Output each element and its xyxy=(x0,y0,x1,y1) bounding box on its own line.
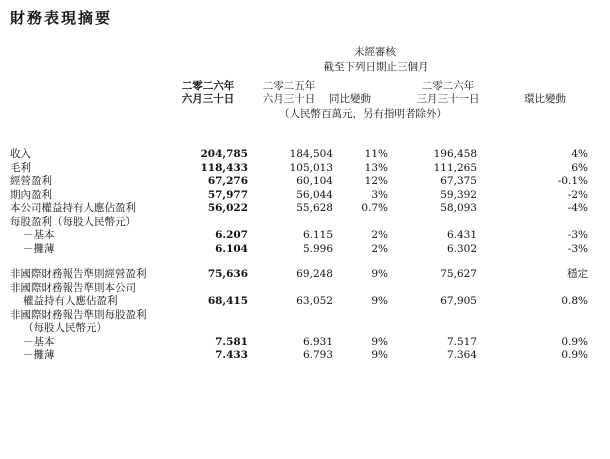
value-prior-year: 69,248 xyxy=(296,268,333,280)
value-yoy-change xyxy=(333,216,388,230)
value-yoy-change: 11% xyxy=(364,148,388,160)
value-prior-year xyxy=(248,322,333,336)
header-col3-line2: 同比變動 xyxy=(329,93,371,105)
page-title: 財務表現摘要 xyxy=(10,9,113,27)
row-label: （每股人民幣元） xyxy=(23,322,107,334)
table-row xyxy=(10,162,588,176)
value-current xyxy=(190,309,248,323)
table-row xyxy=(10,349,588,363)
value-prior-year: 55,628 xyxy=(296,202,333,214)
value-yoy-change: 9% xyxy=(371,295,388,307)
header-col1-line2: 六月三十日 xyxy=(181,93,235,105)
value-yoy-change: 13% xyxy=(364,161,388,174)
value-prior-year: 6.931 xyxy=(302,335,333,348)
value-yoy-change: 2% xyxy=(371,242,388,255)
value-qoq-change: 4% xyxy=(571,148,588,160)
value-prior-year: 184,504 xyxy=(289,148,333,160)
row-label: －攤薄 xyxy=(23,242,55,255)
header-col2-line2: 六月三十日 xyxy=(262,93,316,105)
header-col5-line2: 環比變動 xyxy=(524,93,566,105)
header-col5 xyxy=(505,80,585,106)
value-prior-quarter xyxy=(388,282,477,296)
value-current: 6.104 xyxy=(215,242,248,255)
value-prior-year: 5.996 xyxy=(302,242,333,255)
value-yoy-change xyxy=(333,322,388,336)
value-qoq-change: 0.9% xyxy=(561,349,588,361)
value-current: 56,022 xyxy=(207,202,248,214)
header-col2-line1: 二零二五年 xyxy=(262,80,316,92)
header-col3 xyxy=(310,80,390,106)
row-label: 權益持有人應佔盈利 xyxy=(23,295,118,307)
table-row xyxy=(10,243,588,257)
value-qoq-change xyxy=(477,216,588,230)
row-label: 期內盈利 xyxy=(10,188,52,201)
spacer-cell xyxy=(10,256,588,268)
value-qoq-change: -0.1% xyxy=(557,175,588,187)
table-row xyxy=(10,268,588,282)
table-row xyxy=(10,282,588,296)
value-qoq-change: -3% xyxy=(567,229,588,241)
row-label: 非國際財務報告準則本公司 xyxy=(10,281,136,294)
value-current: 75,636 xyxy=(207,268,248,280)
financial-summary-table xyxy=(10,148,588,363)
value-prior-quarter xyxy=(388,309,477,323)
value-prior-year: 6.115 xyxy=(302,229,333,241)
value-yoy-change: 12% xyxy=(364,175,388,187)
value-prior-quarter: 75,627 xyxy=(440,268,477,280)
value-prior-year: 6.793 xyxy=(302,349,333,361)
table-row xyxy=(10,295,588,309)
value-qoq-change: -2% xyxy=(567,188,588,201)
value-yoy-change: 9% xyxy=(371,268,388,280)
value-prior-year xyxy=(248,282,333,296)
header-period: 截至下列日期止三個月 xyxy=(323,61,429,73)
value-yoy-change: 3% xyxy=(371,188,388,201)
value-qoq-change xyxy=(477,282,588,296)
value-qoq-change: -4% xyxy=(567,202,588,214)
header-col4-line2: 三月三十一日 xyxy=(416,93,480,105)
value-current: 204,785 xyxy=(200,148,248,160)
value-prior-quarter: 67,375 xyxy=(440,175,477,187)
header-unit: （人民幣百萬元，另有指明者除外） xyxy=(279,108,447,120)
value-prior-year: 60,104 xyxy=(296,175,333,187)
value-qoq-change: -3% xyxy=(567,242,588,255)
row-label: 非國際財務報告準則每股盈利 xyxy=(10,308,147,321)
value-qoq-change xyxy=(477,322,588,336)
row-label: 經營盈利 xyxy=(10,175,52,187)
value-yoy-change: 9% xyxy=(371,335,388,348)
table-row xyxy=(10,148,588,162)
table-row xyxy=(10,336,588,350)
value-current: 57,977 xyxy=(207,188,248,201)
value-prior-quarter: 67,905 xyxy=(440,295,477,307)
header-col4-line1: 二零二六年 xyxy=(421,80,475,92)
value-qoq-change: 6% xyxy=(571,161,588,174)
row-label: 毛利 xyxy=(10,161,31,174)
header-col1 xyxy=(168,80,248,106)
table-row xyxy=(10,202,588,216)
value-qoq-change: 0.9% xyxy=(561,335,588,348)
value-prior-quarter xyxy=(388,216,477,230)
value-current: 67,276 xyxy=(207,175,248,187)
value-qoq-change: 穩定 xyxy=(567,268,588,280)
value-current: 118,433 xyxy=(200,161,248,174)
row-label: 每股盈利（每股人民幣元） xyxy=(10,215,136,228)
value-prior-quarter: 111,265 xyxy=(433,161,477,174)
value-prior-quarter: 6.431 xyxy=(446,229,477,241)
table-row xyxy=(10,216,588,230)
value-qoq-change: 0.8% xyxy=(561,295,588,307)
value-prior-year xyxy=(248,309,333,323)
value-prior-quarter: 58,093 xyxy=(440,202,477,214)
value-prior-quarter: 196,458 xyxy=(433,148,477,160)
value-yoy-change: 0.7% xyxy=(361,202,388,214)
row-label: －基本 xyxy=(23,335,55,348)
value-prior-quarter xyxy=(388,322,477,336)
value-qoq-change xyxy=(477,309,588,323)
value-current: 7.581 xyxy=(215,335,248,348)
row-label: －攤薄 xyxy=(23,349,55,361)
table-row xyxy=(10,189,588,203)
row-label: －基本 xyxy=(23,229,55,241)
financial-summary-body xyxy=(10,148,588,363)
value-current: 6.207 xyxy=(215,229,248,241)
value-current xyxy=(190,322,248,336)
row-label: 非國際財務報告準則經營盈利 xyxy=(10,268,147,280)
value-yoy-change xyxy=(333,282,388,296)
value-prior-year: 105,013 xyxy=(289,161,333,174)
value-prior-quarter: 59,392 xyxy=(440,188,477,201)
header-unaudited: 未經審核 xyxy=(354,46,396,58)
row-label: 本公司權益持有人應佔盈利 xyxy=(10,202,136,214)
value-prior-year: 56,044 xyxy=(296,188,333,201)
value-current: 68,415 xyxy=(207,295,248,307)
row-label: 收入 xyxy=(10,148,31,160)
value-yoy-change: 9% xyxy=(371,349,388,361)
value-prior-quarter: 7.364 xyxy=(446,349,477,361)
value-prior-quarter: 7.517 xyxy=(446,335,477,348)
value-yoy-change: 2% xyxy=(371,229,388,241)
value-prior-year: 63,052 xyxy=(296,295,333,307)
value-current xyxy=(190,282,248,296)
header-col5-line1 xyxy=(505,80,585,93)
table-row xyxy=(10,229,588,243)
value-current xyxy=(190,216,248,230)
header-col1-line1: 二零二六年 xyxy=(181,80,235,92)
table-row xyxy=(10,309,588,323)
value-prior-quarter: 6.302 xyxy=(446,242,477,255)
header-col4 xyxy=(408,80,488,106)
table-row xyxy=(10,322,588,336)
table-row xyxy=(10,175,588,189)
table-spacer-row xyxy=(10,256,588,268)
header-col3-line1 xyxy=(310,80,390,93)
value-current: 7.433 xyxy=(215,349,248,361)
value-prior-year xyxy=(248,216,333,230)
value-yoy-change xyxy=(333,309,388,323)
